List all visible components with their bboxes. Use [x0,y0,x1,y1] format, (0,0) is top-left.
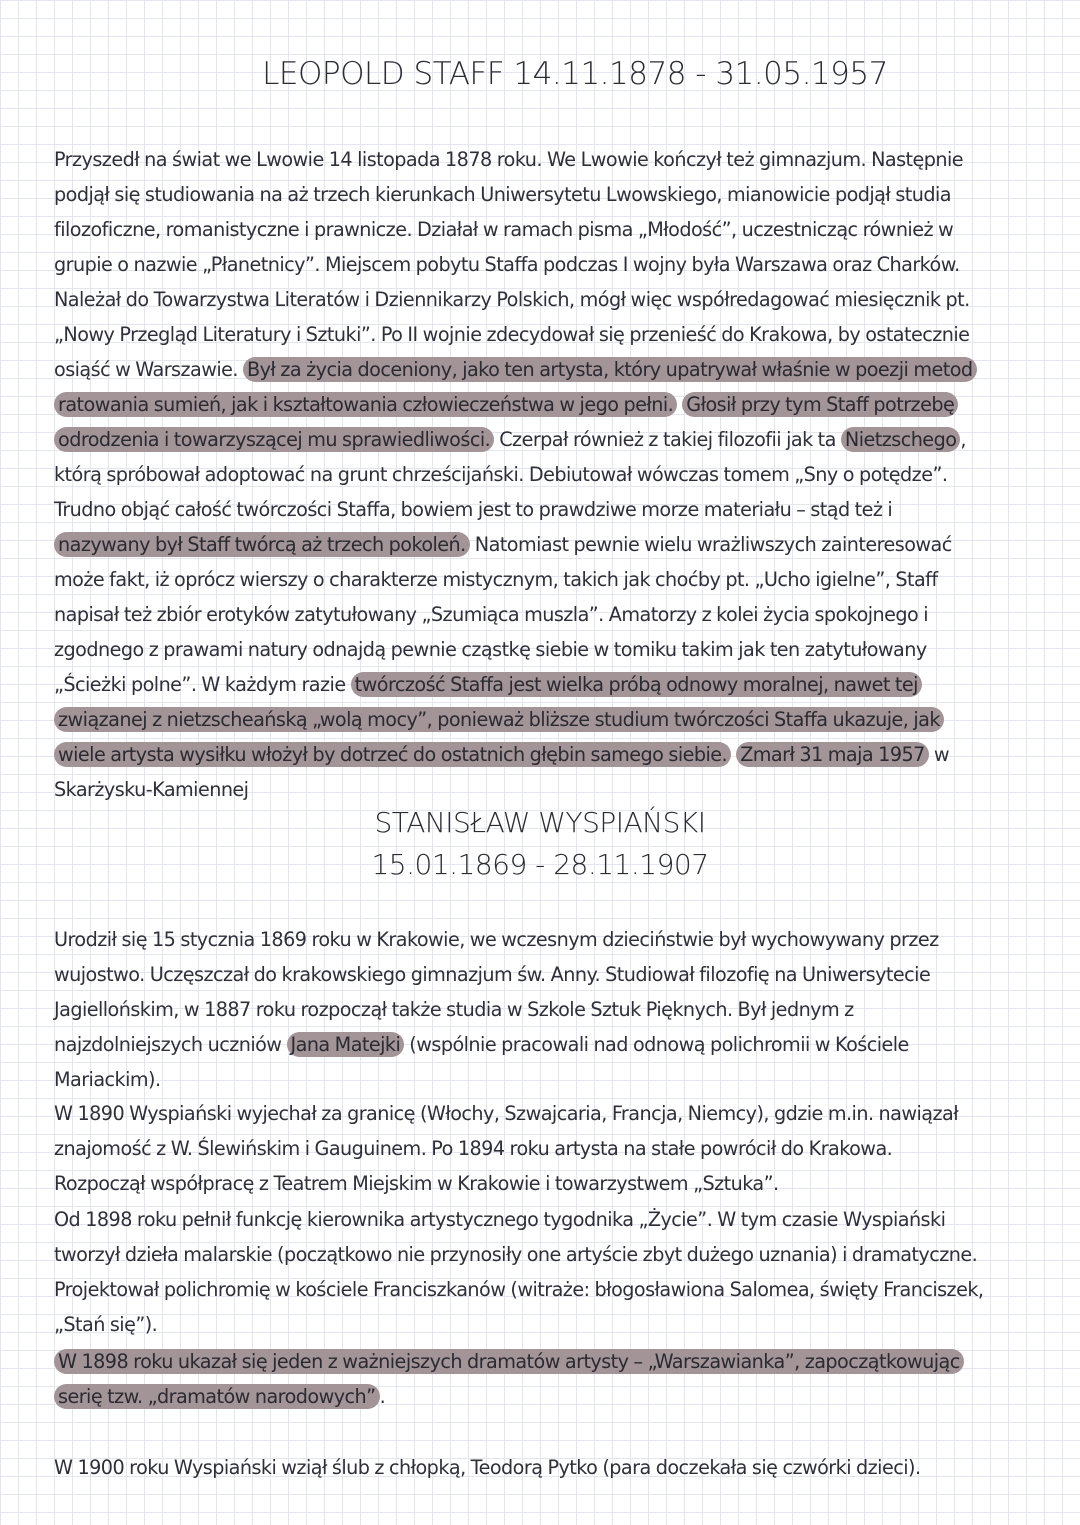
highlight-nietzsche: Nietzschego [841,427,960,452]
staff-text-1: Przyszedł na świat we Lwowie 14 listopada 1878 roku. We Lwowie kończył też gimnazjum. Następnie podjął się studiowania na aż trzech kierunkach Uniwersytetu Lwowskiego, mianowicie podjął studia filozoficzne, romanistyczne i prawnicze. Działał w ramach pisma „Młodość”, uczestnicząc również w grupie o nazwie „Płanetnicy”. Miejscem pobytu Staffa podczas I wojny była Warszawa oraz Charków. Należał do Towarzystwa Literatów i Dziennikarzy Polskich, mógł więc współredagować miesięcznik pt. „Nowy Przegląd Literatury i Sztuki”. Po II wojnie zdecydował się przenieść do Krakowa, by ostatecznie osiąść w Warszawie. [54,148,970,381]
wyspianski-paragraph-2: W 1890 Wyspiański wyjechał za granicę (Włochy, Szwajcaria, Francja, Niemcy), gdzie m.in. nawiązał znajomość z W. Ślewińskim i Gauguinem. Po 1894 roku artysta na stałe powrócił do Krakowa. Rozpoczął współpracę z Teatrem Miejskim w Krakowie i towarzystwem „Sztuka”. [54,1102,959,1195]
staff-text-7: w Skarżysku-Kamiennej [54,743,950,801]
staff-text-3: Czerpał również z takiej filozofii jak ta [494,428,841,451]
wyspianski-title [0,802,1080,886]
staff-text-4: , którą spróbował adoptować na grunt chrześcijański. Debiutował wówczas tomem „Sny o potędze”. Trudno objąć całość twórczości Staffa, bowiem jest to prawdziwe morze materiału – stąd też i [54,428,966,521]
wyspianski-paragraph-3: Od 1898 roku pełnił funkcję kierownika artystycznego tygodnika „Życie”. W tym czasie Wyspiański tworzył dzieła malarskie (początkowo nie przynosiły one artyście zbyt dużego uznania) i dramatyczne. Projektował polichromię w kościele Franciszkanów (witraże: błogosławiona Salomea, święty Franciszek, „Stań się”). [54,1208,984,1336]
staff-biography [54,142,984,807]
wyspianski-paragraph-4 [54,1344,984,1414]
wyspianski-paragraph-5: W 1900 roku Wyspiański wziął ślub z chłopką, Teodorą Pytko (para doczekała się czwórki dzieci). [54,1456,921,1479]
wyspianski-text-3: . [379,1385,386,1408]
highlight-death-date: Zmarł 31 maja 1957 [736,742,929,767]
wyspianski-dates: 15.01.1869 - 28.11.1907 [371,848,709,881]
wyspianski-name: STANISŁAW WYSPIAŃSKI [374,806,706,839]
highlight-warszawianka: W 1898 roku ukazał się jeden z ważniejszych dramatów artysty – „Warszawianka”, zapoczątkowując serię tzw. „dramatów narodowych” [54,1349,964,1409]
staff-title: LEOPOLD STAFF 14.11.1878 - 31.05.1957 [262,56,888,92]
staff-text-5: Natomiast pewnie wielu wrażliwszych zainteresować może fakt, iż oprócz wierszy o charakterze mistycznym, takich jak choćby pt. „Ucho igielne”, Staff napisał też zbiór erotyków zatytułowany „Szumiąca muszla”. Amatorzy z kolei życia spokojnego i zgodnego z prawami natury odnajdą pewnie cząstkę siebie w tomiku takim jak ten zatytułowany „Ścieżki polne”. W każdym razie [54,533,952,696]
wyspianski-text-1: Urodził się 15 stycznia 1869 roku w Krakowie, we wczesnym dzieciństwie był wychowywany przez wujostwo. Uczęszczał do krakowskiego gimnazjum św. Anny. Studiował filozofię na Uniwersytecie Jagiellońskim, w 1887 roku rozpoczął także studia w Szkole Sztuk Pięknych. Był jednym z najzdolniejszych uczniów [54,928,939,1056]
highlight-moral-renewal: twórczość Staffa jest wielka próbą odnowy moralnej, nawet tej związanej z nietzscheańską „wolą mocy”, ponieważ bliższe studium twórczości Staffa ukazuje, jak wiele artysta wysiłku włożył by dotrzeć do ostatnich głębin samego siebie. [54,672,944,767]
highlight-rebirth: Głosił przy tym Staff potrzebę odrodzenia i towarzyszącej mu sprawiedliwości. [54,392,958,452]
wyspianski-text-2: (wspólnie pracowali nad odnową polichromii w Kościele Mariackim). [54,1033,909,1091]
highlight-appreciated: Był za życia doceniony, jako ten artysta, który upatrywał właśnie w poezji metod ratowania sumień, jak i kształtowania człowieczeństwa w jego pełni. [54,357,977,417]
highlight-three-generations: nazywany był Staff twórcą aż trzech pokoleń. [54,532,470,557]
highlight-matejko: Jana Matejki [287,1032,405,1057]
wyspianski-paragraph-1 [54,922,984,1097]
